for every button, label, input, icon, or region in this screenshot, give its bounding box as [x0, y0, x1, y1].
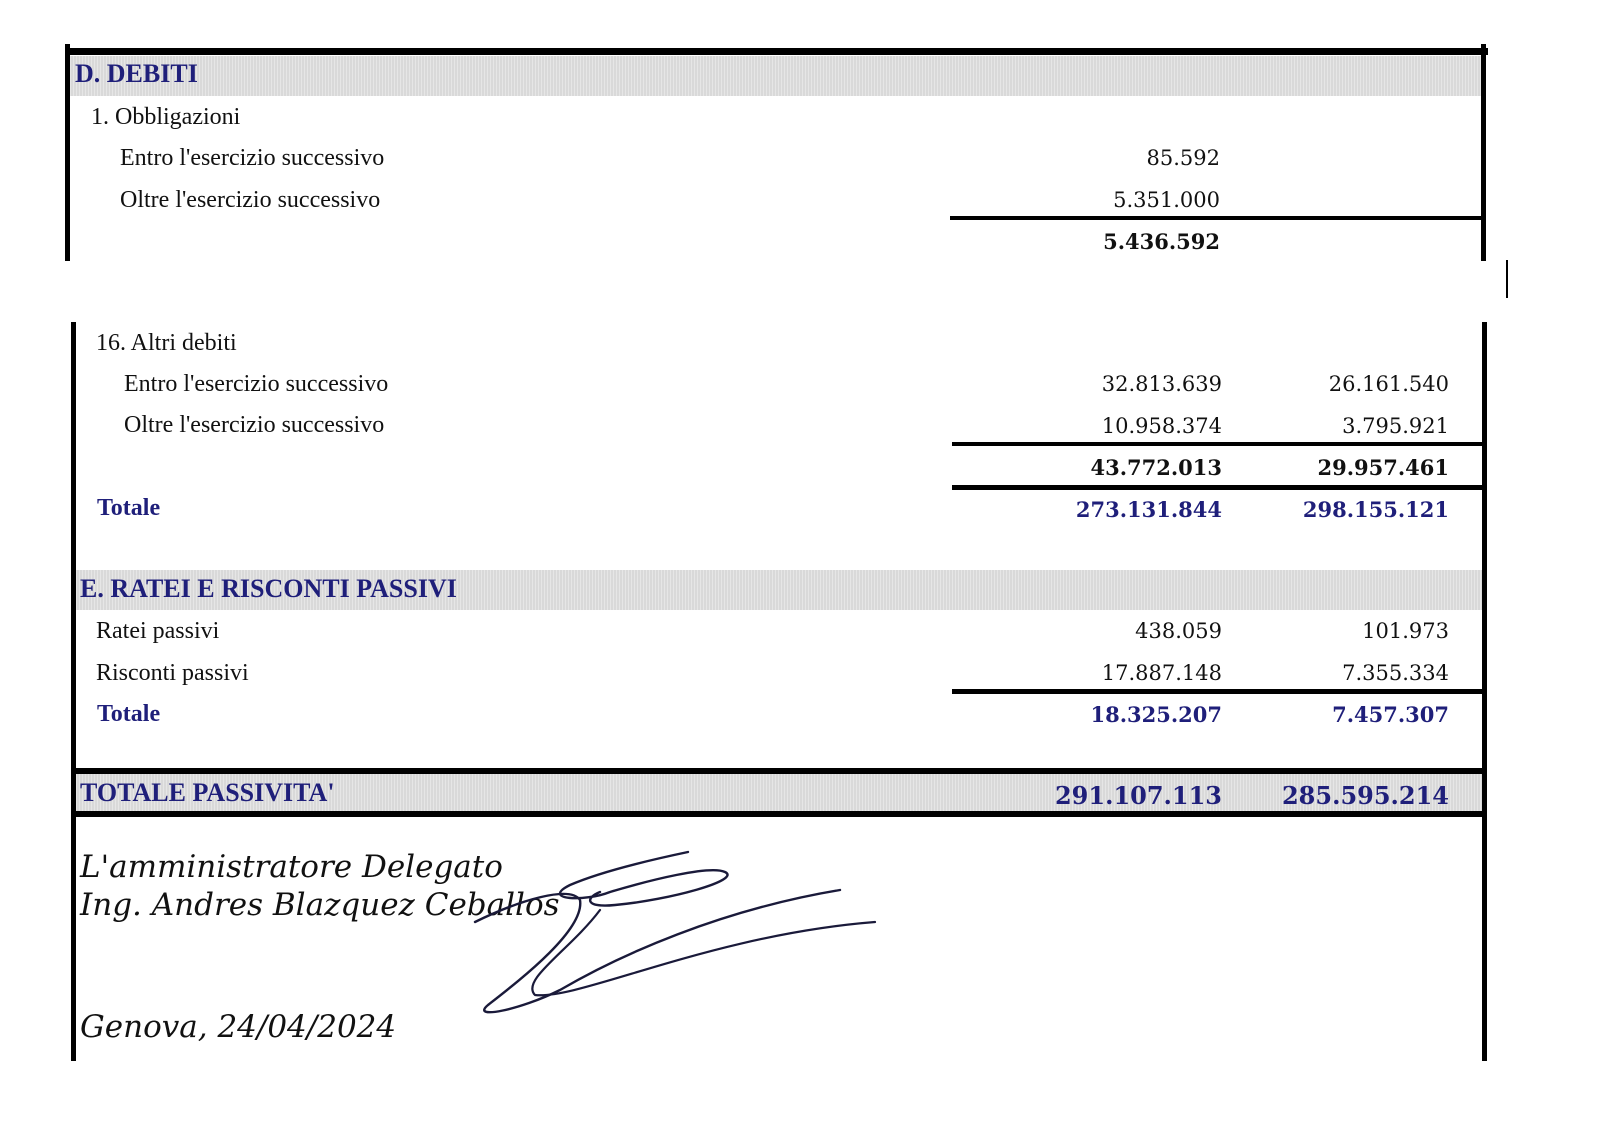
grand-total-previous: 285.595.214	[1281, 781, 1449, 810]
grand-total-label: TOTALE PASSIVITA'	[80, 778, 335, 807]
grand-total-current: 291.107.113	[1054, 781, 1222, 810]
text-cursor-mark	[1506, 260, 1508, 298]
handwritten-signature	[460, 840, 890, 1030]
signature-name: Ing. Andres Blazquez Ceballos	[80, 887, 560, 923]
debiti-total-rule	[952, 485, 1485, 490]
ratei-totale-label: Totale	[97, 701, 161, 727]
section-title-ratei: E. RATEI E RISCONTI PASSIVI	[80, 574, 457, 603]
altri-debiti-oltre-current: 10.958.374	[1101, 414, 1222, 438]
altri-debiti-entro-label: Entro l'esercizio successivo	[124, 371, 389, 397]
ratei-total-rule	[952, 689, 1485, 694]
altri-debiti-oltre-label: Oltre l'esercizio successivo	[124, 412, 385, 438]
obbligazioni-entro-value: 85.592	[1146, 146, 1220, 170]
left-border-main	[71, 322, 76, 1061]
ratei-totale-current: 18.325.207	[1090, 702, 1222, 727]
ratei-passivi-label: Ratei passivi	[96, 618, 220, 644]
obbligazioni-entro-label: Entro l'esercizio successivo	[120, 145, 385, 171]
signature-place-date: Genova, 24/04/2024	[80, 1009, 397, 1045]
altri-debiti-oltre-previous: 3.795.921	[1342, 414, 1449, 438]
obbligazioni-oltre-label: Oltre l'esercizio successivo	[120, 187, 381, 213]
grand-total-bottom-rule	[71, 811, 1487, 817]
ratei-totale-previous: 7.457.307	[1332, 702, 1449, 727]
obbligazioni-subtotal: 5.436.592	[1103, 229, 1220, 254]
obbligazioni-subtotal-rule	[950, 216, 1484, 220]
signature-role: L'amministratore Delegato	[80, 849, 503, 885]
altri-debiti-subtotal-previous: 29.957.461	[1317, 455, 1449, 480]
risconti-passivi-current: 17.887.148	[1101, 661, 1222, 685]
altri-debiti-entro-previous: 26.161.540	[1328, 372, 1449, 396]
ratei-passivi-current: 438.059	[1135, 619, 1222, 643]
debiti-totale-current: 273.131.844	[1075, 497, 1222, 522]
debiti-totale-previous: 298.155.121	[1302, 497, 1449, 522]
right-border-top	[1481, 44, 1486, 261]
altri-debiti-label: 16. Altri debiti	[96, 330, 237, 356]
risconti-passivi-label: Risconti passivi	[96, 660, 249, 686]
section-title-debiti: D. DEBITI	[75, 59, 198, 88]
top-border	[67, 48, 1488, 55]
obbligazioni-oltre-value: 5.351.000	[1113, 188, 1220, 212]
ratei-passivi-previous: 101.973	[1362, 619, 1449, 643]
section-band-debiti	[70, 56, 1481, 96]
altri-debiti-entro-current: 32.813.639	[1101, 372, 1222, 396]
altri-debiti-subtotal-current: 43.772.013	[1090, 455, 1222, 480]
debiti-totale-label: Totale	[97, 495, 161, 521]
altri-debiti-subtotal-rule	[952, 442, 1485, 446]
obbligazioni-label: 1. Obbligazioni	[91, 104, 241, 130]
risconti-passivi-previous: 7.355.334	[1342, 661, 1449, 685]
